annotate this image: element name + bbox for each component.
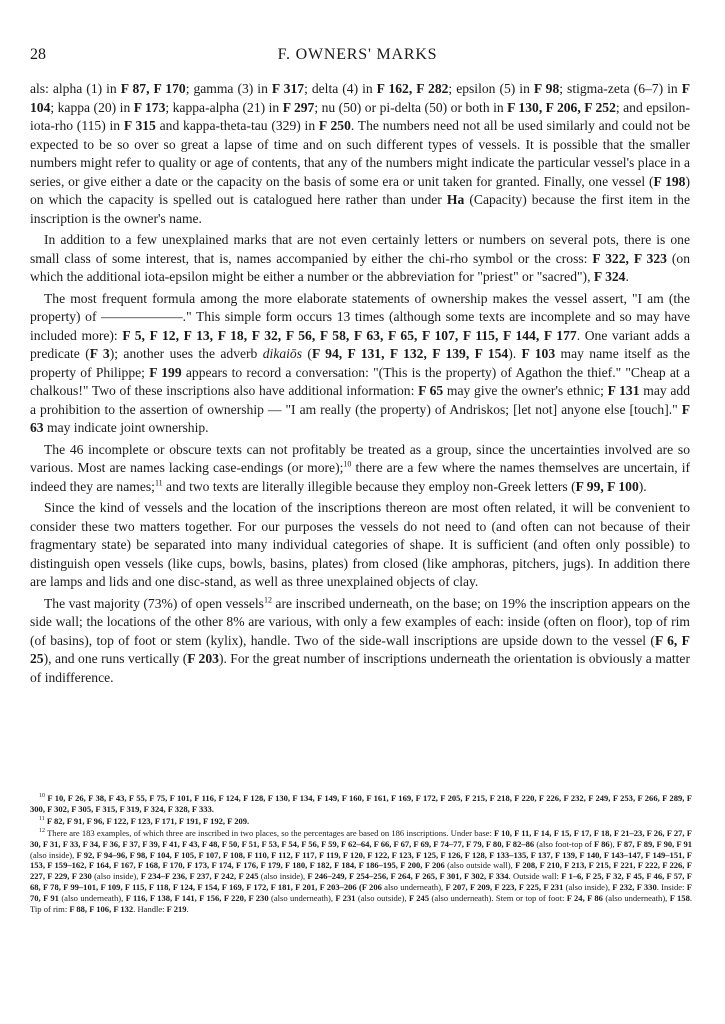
- paragraph-obscure-texts: The 46 incomplete or obscure texts can not profitably be treated as a group, since the uncertainties involved are so various. Most are names lacking case-endings (or more);$^{10}$ there are a few where the names themselves are uncertain, if indeed they are names;$^{11}$ and two texts are literally illegible because they employ non-Greek letters (F 99, F 100).: [30, 441, 690, 494]
- paragraph-open-vessels: The vast majority (73%) of open vessels$^{12}$ are inscribed underneath, on the base; on 19% the inscription appears on the side wall; the locations of the other 8% are various, with only a few examples of each: inside (often on floor), top of rim (of basins), top of foot or stem (kylix), handle. Two of the side-wall inscriptions are upside down to the vessel (F 6, F 25), and one runs vertically (F 203). For the great number of inscriptions underneath the orientation is obviously a matter of indifference.: [30, 594, 691, 685]
- paragraph-owners-numerals: als: alpha (1) in F 87, F 170; gamma (3) in F 317; delta (4) in F 162, F 282; epsilon (5) in F 98; stigma-zeta (6–7) in F 104; kappa (20) in F 173; kappa-alpha (21) in F 297; nu (50) or pi-delta (50) or both in F 130, F 206, F 252; and epsilon-iota-rho (115) in F 315 and kappa-theta-tau (329) in F 250. The numbers need not all be used similarly and could not be expected to be so over so great a lapse of time and on such different types of vessels. It is possible that the smaller numbers might refer to quality or age of contents, that any of the numbers might indicate the particular vessel's place in a series, or give either a date or the capacity on the basis of some era or unit taken for granted. Finally, one vessel (F 198) on which the capacity is spelled out is catalogued here rather than under Ha (Capacity) because the first item in the inscription is the owner's name.: [30, 81, 691, 226]
- page-number: 28: [30, 46, 46, 63]
- page-header: [30, 46, 685, 68]
- footnote-11: $^{11}$ F 82, F 91, F 96, F 122, F 123, F 171, F 191, F 192, F 209.: [39, 815, 250, 826]
- paragraph-ownership-formula: The most frequent formula among the more elaborate statements of ownership makes the vessel assert, "I am (the property) of ——————." This simple form occurs 13 times (although some texts are incomplete and so may have included more): F 5, F 12, F 13, F 18, F 32, F 56, F 58, F 63, F 65, F 107, F 115, F 144, F 177. One variant adds a predicate (F 3); another uses the adverb dikaiōs (F 94, F 131, F 132, F 139, F 154). F 103 may name itself as the property of Philippe; F 199 appears to record a conversation: "(This is the property) of Agathon the thief." "Cheap at a chalkous!" Two of these inscriptions also have additional information: F 65 may give the owner's ethnic; F 131 may add a prohibition to the assertion of ownership — "I am really (the property) of Andriskos; [let not] anyone else [touch]." F 63 may indicate joint ownership.: [30, 290, 691, 435]
- paragraph-vessel-kinds: Since the kind of vessels and the location of the inscriptions thereon are most often related, it will be convenient to consider these two matters together. For our purposes the vessels do not need to (and often can not because of their fragmentary state) be separated into many individual categories of shape. It is sufficient (and often only possible) to distinguish open vessels (like cups, bowls, basins, plates) from closed (like amphoras, pitchers, jugs). In addition there are lamps and lids and one disc-stand, as well as three unexplained objects of clay.: [30, 500, 690, 589]
- footnote-10: $^{10}$ F 10, F 26, F 38, F 43, F 55, F 75, F 101, F 116, F 124, F 128, F 130, F 134, F 149, F 160, F 161, F 169, F 172, F 205, F 215, F 218, F 220, F 226, F 232, F 249, F 253, F 266, F 289, F 300, F 302, F 305, F 315, F 319, F 324, F 328, F 333.: [30, 793, 692, 814]
- footnotes: [30, 793, 692, 916]
- running-head: F. OWNERS' MARKS: [277, 46, 438, 63]
- paragraph-unexplained-marks: In addition to a few unexplained marks that are not even certainly letters or numbers on several pots, there is one small class of some interest, that is, names accompanied by either the chi-rho symbol or the cross: F 322, F 323 (on which the additional iota-epsilon might be either a number or the abbreviation for "priest" or "sacred"), F 324.: [30, 232, 690, 284]
- footnote-12: $^{12}$ There are 183 examples, of which three are inscribed in two places, so the percentages are based on 186 inscriptions. Under base: F 10, F 11, F 14, F 15, F 17, F 18, F 21–23, F 26, F 27, F 30, F 31, F 33, F 34, F 36, F 37, F 39, F 41, F 43, F 48, F 50, F 51, F 53, F 54, F 56, F 59, F 62–64, F 66, F 67, F 69, F 74–77, F 79, F 80, F 82–86 (also foot-top of F 86), F 87, F 89, F 90, F 91 (also inside), F 92, F 94–96, F 98, F 104, F 105, F 107, F 108, F 110, F 112, F 117, F 119, F 120, F 122, F 123, F 125, F 126, F 128, F 133–135, F 137, F 139, F 140, F 143–147, F 149–151, F 153, F 159–162, F 164, F 167, F 168, F 170, F 173, F 174, F 176, F 179, F 180, F 182, F 184, F 186–195, F 200, F 206 (also outside wall), F 208, F 210, F 213, F 215, F 221, F 222, F 226, F 227, F 229, F 230 (also inside), F 234–F 236, F 237, F 242, F 245 (also inside), F 246–249, F 254–256, F 264, F 265, F 301, F 302, F 334. Outside wall: F 1–6, F 25, F 32, F 45, F 46, F 57, F 68, F 78, F 99–101, F 109, F 115, F 118, F 124, F 154, F 169, F 172, F 181, F 201, F 203–206 (F 206 also underneath), F 207, F 209, F 223, F 225, F 231 (also inside), F 232, F 330. Inside: F 70, F 91 (also underneath), F 116, F 138, F 141, F 156, F 220, F 230 (also underneath), F 231 (also outside), F 245 (also underneath). Stem or top of foot: F 24, F 86 (also underneath), F 158. Tip of rim: F 88, F 106, F 132. Handle: F 219.: [30, 827, 693, 915]
- body-text: [30, 80, 690, 690]
